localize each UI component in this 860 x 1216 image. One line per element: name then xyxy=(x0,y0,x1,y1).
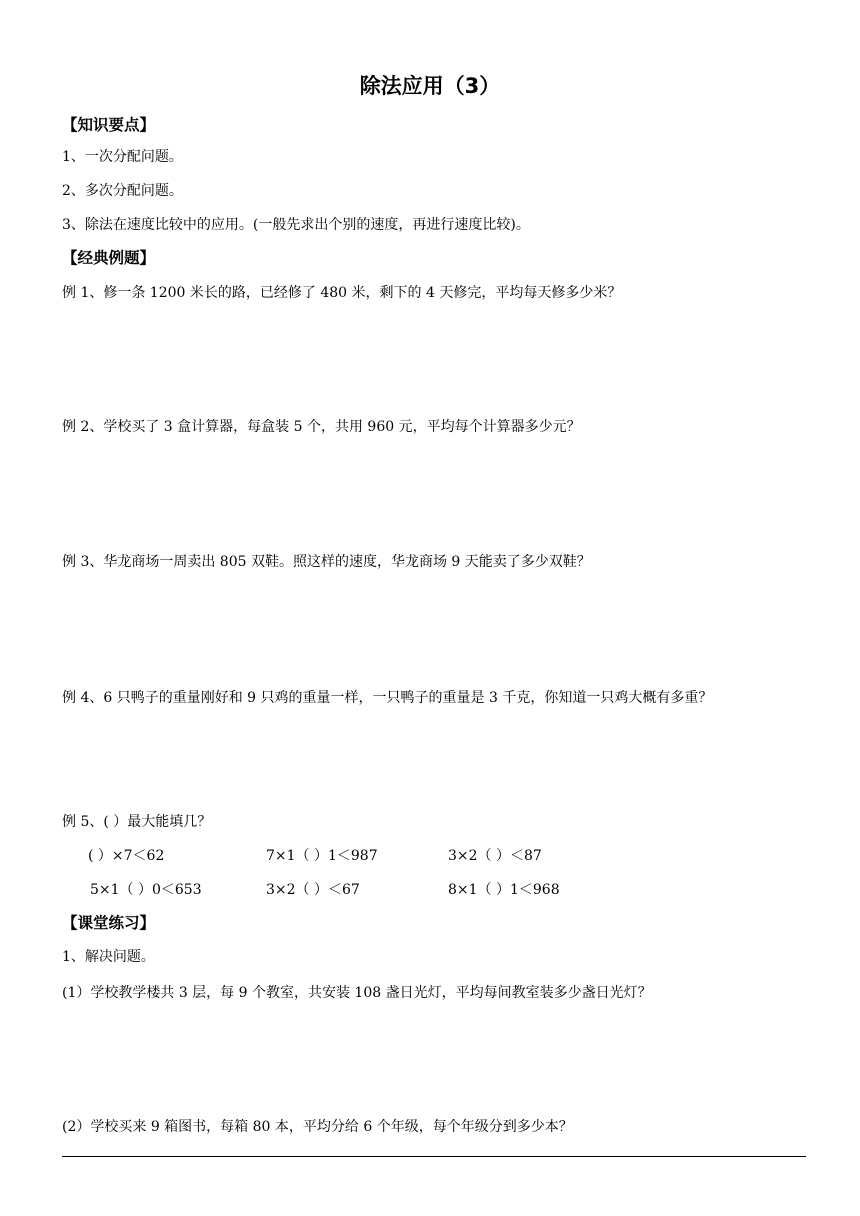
fill-blank-item: 3×2（ ）＜67 xyxy=(266,882,360,898)
knowledge-item: 3、除法在速度比较中的应用。(一般先求出个别的速度，再进行速度比较)。 xyxy=(62,217,530,233)
examples-heading: 【经典例题】 xyxy=(62,249,156,267)
fill-blank-item: 3×2（ ）＜87 xyxy=(448,848,542,864)
page-title: 除法应用（3） xyxy=(359,74,501,98)
example-question-2: 例 2、学校买了 3 盒计算器，每盒装 5 个，共用 960 元，平均每个计算器多少元？ xyxy=(62,419,581,435)
practice-heading: 【课堂练习】 xyxy=(62,914,156,932)
example-question-1: 例 1、修一条 1200 米长的路，已经修了 480 米，剩下的 4 天修完，平均每天修多少米？ xyxy=(62,285,622,301)
practice-item: 1、解决问题。 xyxy=(62,949,155,965)
bottom-divider xyxy=(62,1156,806,1157)
example-question-3: 例 3、华龙商场一周卖出 805 双鞋。照这样的速度，华龙商场 9 天能卖了多少双鞋？ xyxy=(62,554,591,570)
example-question-4: 例 4、6 只鸭子的重量刚好和 9 只鸡的重量一样，一只鸭子的重量是 3 千克，你知道一只鸡大概有多重？ xyxy=(62,690,713,706)
knowledge-heading: 【知识要点】 xyxy=(62,116,156,134)
example-question-5: 例 5、( ）最大能填几？ xyxy=(62,814,212,830)
fill-blank-item: ( ）×7＜62 xyxy=(88,848,165,864)
practice-question-2: (2）学校买来 9 箱图书，每箱 80 本，平均分给 6 个年级，每个年级分到多少本？ xyxy=(62,1119,573,1135)
practice-question-1: (1）学校教学楼共 3 层，每 9 个教室，共安装 108 盏日光灯，平均每间教室装多少盏日光灯？ xyxy=(62,985,652,1001)
knowledge-item: 2、多次分配问题。 xyxy=(62,183,183,199)
fill-blank-item: 7×1（ ）1＜987 xyxy=(266,848,378,864)
fill-blank-item: 5×1（ ）0＜653 xyxy=(90,882,202,898)
knowledge-item: 1、一次分配问题。 xyxy=(62,149,183,165)
fill-blank-item: 8×1（ ）1＜968 xyxy=(448,882,560,898)
